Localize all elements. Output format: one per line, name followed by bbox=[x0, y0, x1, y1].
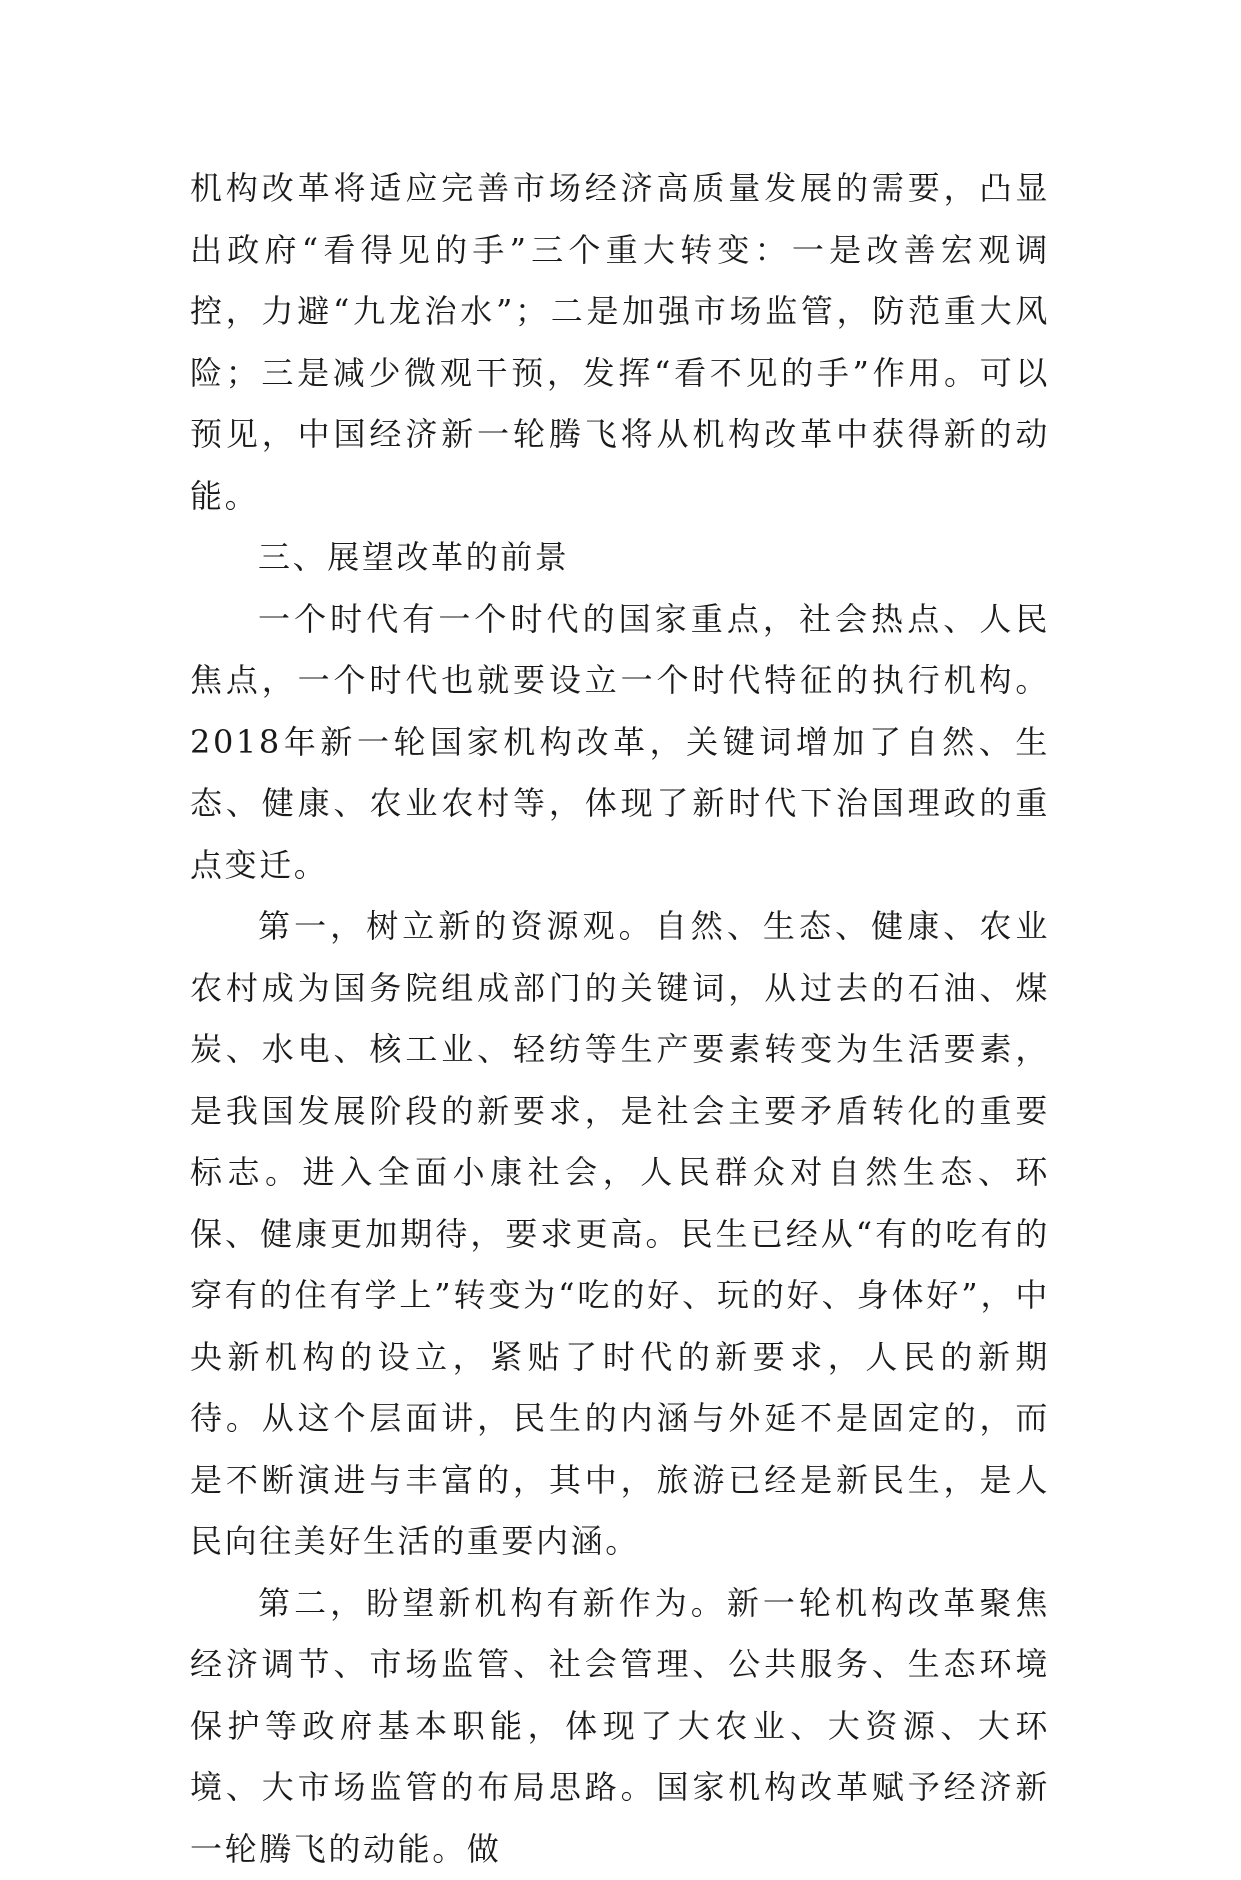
body-text bbox=[190, 158, 1050, 1880]
paragraph-first-point: 第一，树立新的资源观。自然、生态、健康、农业农村成为国务院组成部门的关键词，从过去的石油、煤炭、水电、核工业、轻纺等生产要素转变为生活要素，是我国发展阶段的新要求，是社会主要矛盾转化的重要标志。进入全面小康社会，人民群众对自然生态、环保、健康更加期待，要求更高。民生已经从“有的吃有的穿有的住有学上”转变为“吃的好、玩的好、身体好”，中央新机构的设立，紧贴了时代的新要求，人民的新期待。从这个层面讲，民生的内涵与外延不是固定的，而是不断演进与丰富的，其中，旅游已经是新民生，是人民向往美好生活的重要内涵。 bbox=[190, 896, 1050, 1573]
paragraph-intro: 一个时代有一个时代的国家重点，社会热点、人民焦点，一个时代也就要设立一个时代特征的执行机构。2018年新一轮国家机构改革，关键词增加了自然、生态、健康、农业农村等，体现了新时代下治国理政的重点变迁。 bbox=[190, 589, 1050, 897]
section-heading: 三、展望改革的前景 bbox=[190, 527, 1050, 589]
paragraph-second-point: 第二，盼望新机构有新作为。新一轮机构改革聚焦经济调节、市场监管、社会管理、公共服务、生态环境保护等政府基本职能，体现了大农业、大资源、大环境、大市场监管的布局思路。国家机构改革赋予经济新一轮腾飞的动能。做 bbox=[190, 1573, 1050, 1880]
paragraph-continued: 机构改革将适应完善市场经济高质量发展的需要，凸显出政府“看得见的手”三个重大转变：一是改善宏观调控，力避“九龙治水”；二是加强市场监管，防范重大风险；三是减少微观干预，发挥“看不见的手”作用。可以预见，中国经济新一轮腾飞将从机构改革中获得新的动能。 bbox=[190, 158, 1050, 527]
